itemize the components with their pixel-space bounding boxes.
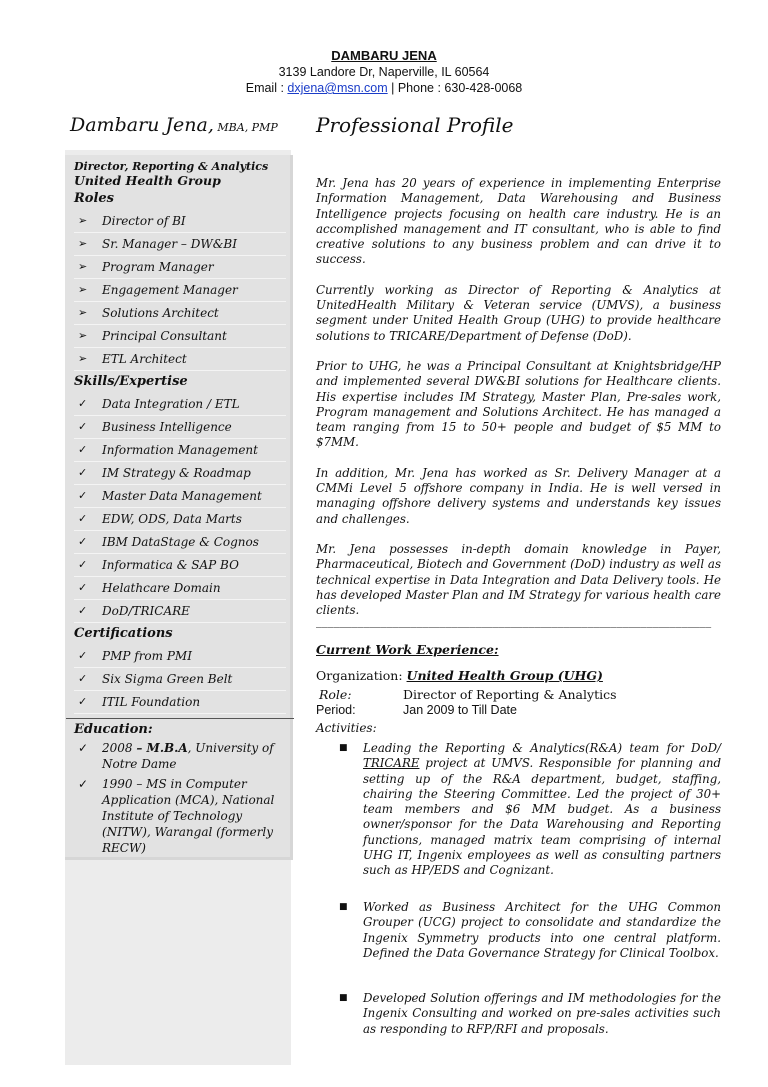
list-item <box>74 577 286 600</box>
list-item <box>74 668 286 691</box>
list-item-label: Director of BI <box>102 214 186 228</box>
check-icon: ✓ <box>78 466 88 479</box>
check-icon: ✓ <box>78 397 88 410</box>
list-item-label: Program Manager <box>102 260 214 274</box>
list-item-label: ETL Architect <box>102 352 187 366</box>
activity-item <box>339 900 721 961</box>
activity-item <box>339 741 721 879</box>
arrow-bullet-icon: ➢ <box>78 329 88 342</box>
company: United Health Group <box>74 173 221 188</box>
arrow-bullet-icon: ➢ <box>78 283 88 296</box>
activity-item <box>339 991 721 1037</box>
check-icon: ✓ <box>78 443 88 456</box>
list-item <box>74 439 286 462</box>
education-item <box>74 776 286 856</box>
phone: | Phone : 630-428-0068 <box>387 81 523 95</box>
list-item-label: Solutions Architect <box>102 306 219 320</box>
check-icon: ✓ <box>78 558 88 571</box>
list-item-label: ITIL Foundation <box>102 695 201 709</box>
edu-degree: – M.B.A <box>136 741 188 755</box>
org-label: Organization: <box>316 668 407 683</box>
list-item <box>74 508 286 531</box>
list-item <box>74 600 286 623</box>
period-value: Jan 2009 to Till Date <box>403 703 517 717</box>
experience-heading: Current Work Experience: <box>316 642 499 657</box>
section-title: Professional Profile <box>316 113 514 137</box>
list-item <box>74 233 286 256</box>
check-icon: ✓ <box>78 649 88 662</box>
list-item <box>74 485 286 508</box>
arrow-bullet-icon: ➢ <box>78 306 88 319</box>
square-bullet-icon: ■ <box>339 902 348 912</box>
org-name: United Health Group (UHG) <box>406 668 603 683</box>
arrow-bullet-icon: ➢ <box>78 237 88 250</box>
list-item-label: DoD/TRICARE <box>102 604 190 618</box>
email-link[interactable]: dxjena@msn.com <box>287 81 388 95</box>
sidebar-name <box>70 114 278 136</box>
name-text: Dambaru Jena, <box>70 114 214 136</box>
list-item <box>74 325 286 348</box>
list-item <box>74 691 286 714</box>
list-item <box>74 256 286 279</box>
arrow-bullet-icon: ➢ <box>78 352 88 365</box>
list-item-label: PMP from PMI <box>102 649 192 663</box>
list-item-label: IM Strategy & Roadmap <box>102 466 251 480</box>
period-label: Period: <box>316 703 356 717</box>
profile-paragraph: Mr. Jena has 20 years of experience in implementing Enterprise Information Management, Data Warehousing and Business Intelligence projects focusing on health care industry. He is an accomplished management and IT consultant, who is able to find creative solutions to any business problem and can drive it to success. <box>316 176 721 267</box>
list-item <box>74 210 286 233</box>
certifications-heading: Certifications <box>74 626 173 641</box>
edu-text: 1990 – MS in Computer Application (MCA), National Institute of Technology (NITW), Warangal (formerly RECW) <box>102 777 275 855</box>
list-item-label: IBM DataStage & Cognos <box>102 535 259 549</box>
check-icon: ✓ <box>78 489 88 502</box>
profile-summary <box>316 176 721 633</box>
list-item <box>74 554 286 577</box>
edu-year: 2008 <box>102 741 137 755</box>
email-label: Email : <box>245 81 288 95</box>
education-heading: Education: <box>66 718 294 740</box>
skills-heading: Skills/Expertise <box>74 374 188 389</box>
role-value: Director of Reporting & Analytics <box>403 687 617 702</box>
check-icon: ✓ <box>78 777 89 791</box>
check-icon: ✓ <box>78 535 88 548</box>
list-item-label: Six Sigma Green Belt <box>102 672 233 686</box>
list-item-label: Business Intelligence <box>102 420 232 434</box>
list-item-label: Data Integration / ETL <box>102 397 240 411</box>
check-icon: ✓ <box>78 512 88 525</box>
list-item <box>74 645 286 668</box>
list-item <box>74 531 286 554</box>
list-item-label: Sr. Manager – DW&BI <box>102 237 237 251</box>
organization-line <box>316 668 603 683</box>
square-bullet-icon: ■ <box>339 743 348 753</box>
activity-text: project at UMVS. Responsible for planning and setting up of the R&A department, budget, staffing, chairing the Steering Committee. Led the project of 30+ team members and $6 MM budget. As a business owner/sponsor for the Data Warehousing and Reporting functions, managed matrix team comprising of internal UHG IT, Ingenix employees as well as consulting partners such as HP/EDS and Cognizant. <box>363 756 721 878</box>
sidebar <box>74 160 286 856</box>
list-item <box>74 348 286 371</box>
roles-heading: Roles <box>74 191 115 206</box>
arrow-bullet-icon: ➢ <box>78 214 88 227</box>
list-item-label: Principal Consultant <box>102 329 227 343</box>
activity-text: Worked as Business Architect for the UHG Common Grouper (UCG) project to consolidate and standardize the Ingenix Symmetry products into one central platform. Defined the Data Governance Strategy for Clinical Toolbox. <box>363 900 721 960</box>
square-bullet-icon: ■ <box>339 993 348 1003</box>
list-item-label: Master Data Management <box>102 489 262 503</box>
profile-paragraph: In addition, Mr. Jena has worked as Sr. Delivery Manager at a CMMi Level 5 offshore company in India. He is well versed in managing offshore delivery systems and understands key issues and challenges. <box>316 465 721 526</box>
education-item <box>74 740 286 772</box>
activities-label: Activities: <box>316 721 377 735</box>
check-icon: ✓ <box>78 581 88 594</box>
list-item-label: EDW, ODS, Data Marts <box>102 512 242 526</box>
profile-paragraph: Currently working as Director of Reporting & Analytics at UnitedHealth Military & Veteran service (UMVS), a business segment under United Health Group (UHG) to provide healthcare solutions to TRICARE/Department of Defense (DoD). <box>316 282 721 343</box>
job-title: Director, Reporting & Analytics <box>74 160 269 173</box>
list-item <box>74 462 286 485</box>
divider-rule: ___________________________________________________________________ <box>316 614 712 628</box>
list-item <box>74 416 286 439</box>
check-icon: ✓ <box>78 695 88 708</box>
list-item-label: Helathcare Domain <box>102 581 221 595</box>
activity-text: Developed Solution offerings and IM methodologies for the Ingenix Consulting and worked on pre-sales activities such as responding to RFP/RFI and proposals. <box>363 991 721 1036</box>
activity-text: Leading the Reporting & Analytics(R&A) team for DoD/ <box>363 741 721 755</box>
check-icon: ✓ <box>78 420 88 433</box>
candidate-name: DAMBARU JENA <box>331 48 437 63</box>
check-icon: ✓ <box>78 604 88 617</box>
profile-paragraph: Prior to UHG, he was a Principal Consultant at Knightsbridge/HP and implemented several DW&BI solutions for Healthcare clients. His expertise includes IM Strategy, Master Plan, Pre-sales work, Program management and Solutions Architect. He has managed a team ranging from 15 to 50+ people and budget of $5 MM to $7MM. <box>316 358 721 450</box>
arrow-bullet-icon: ➢ <box>78 260 88 273</box>
list-item-label: Engagement Manager <box>102 283 238 297</box>
role-label: Role: <box>319 687 352 702</box>
list-item-label: Information Management <box>102 443 258 457</box>
list-item <box>74 393 286 416</box>
resume-header <box>0 48 768 96</box>
check-icon: ✓ <box>78 672 88 685</box>
check-icon: ✓ <box>78 741 89 755</box>
list-item-label: Informatica & SAP BO <box>102 558 239 572</box>
credentials: MBA, PMP <box>213 121 278 134</box>
edu-school: , University of Notre Dame <box>102 741 274 771</box>
contact-line <box>0 80 768 96</box>
address: 3139 Landore Dr, Naperville, IL 60564 <box>278 65 490 79</box>
tricare-link: TRICARE <box>363 756 420 771</box>
list-item <box>74 302 286 325</box>
profile-paragraph: Mr. Jena possesses in-depth domain knowledge in Payer, Pharmaceutical, Biotech and Government (DoD) industry as well as technical expertise in Data Integration and Data Delivery tools. He has developed Master Plan and IM Strategy for various health care clients. <box>316 541 721 618</box>
list-item <box>74 279 286 302</box>
